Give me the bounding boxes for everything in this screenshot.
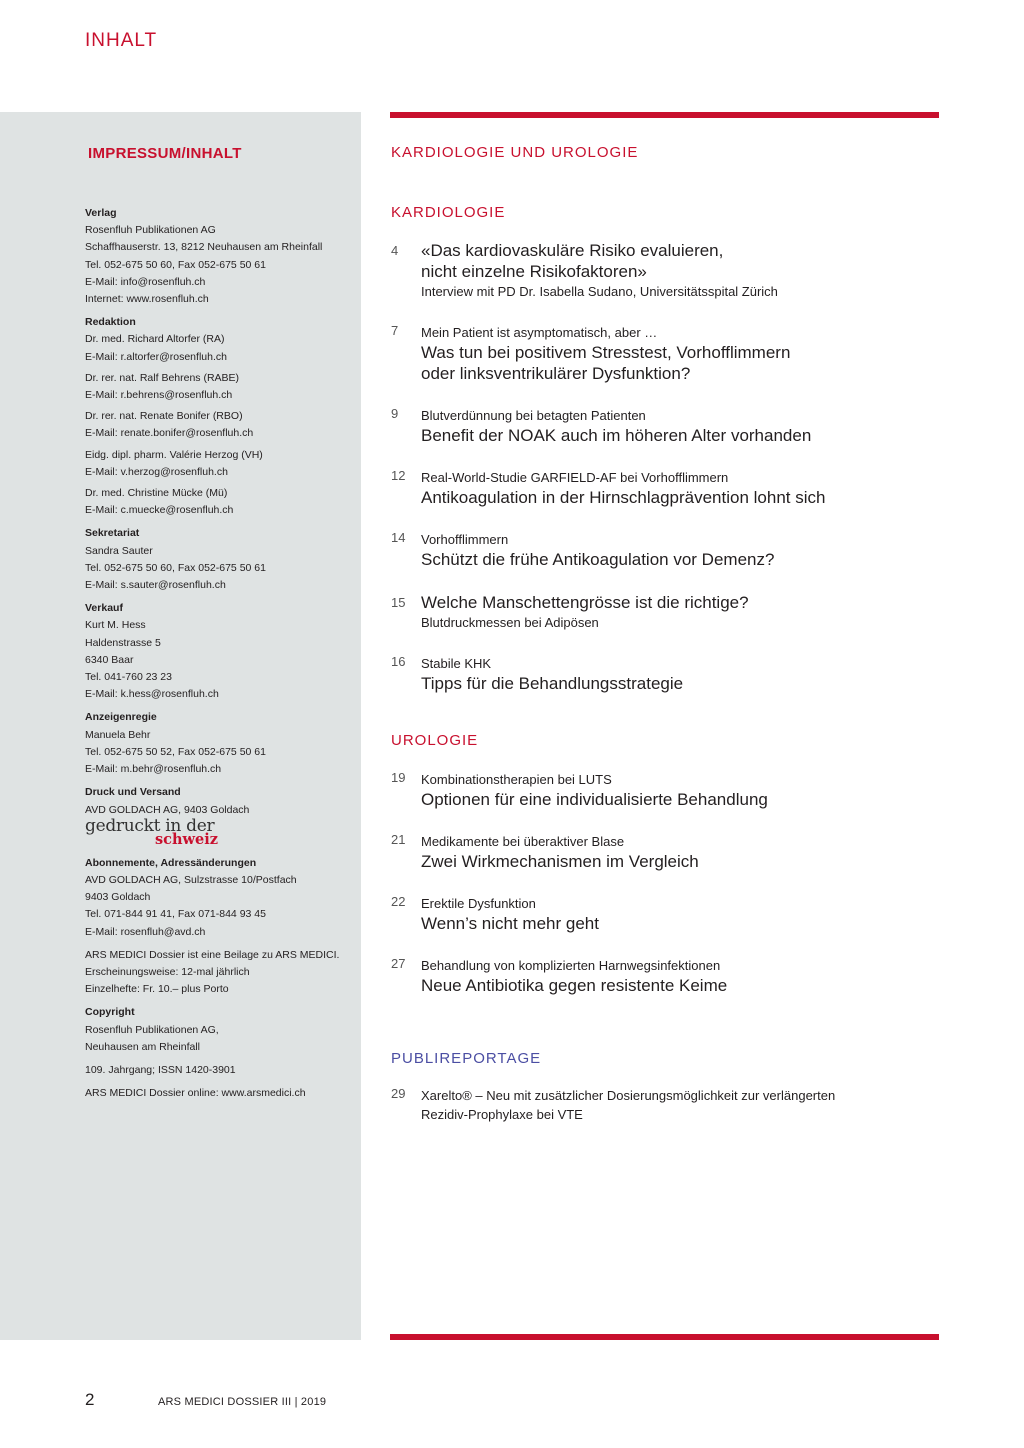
toc-page-number: 19 (391, 770, 406, 785)
imprint-line: E-Mail: info@rosenfluh.ch (85, 275, 206, 288)
imprint-line: Rosenfluh Publikationen AG, (85, 1023, 219, 1036)
toc-entry (391, 956, 939, 996)
imprint-line: Schaffhauserstr. 13, 8212 Neuhausen am Rheinfall (85, 241, 323, 254)
toc-entry-line: Wenn’s nicht mehr geht (421, 914, 599, 933)
imprint-line: Neuhausen am Rheinfall (85, 1040, 200, 1053)
imprint-line: Haldenstrasse 5 (85, 636, 161, 649)
toc-page-number: 16 (391, 654, 406, 669)
toc-sections (391, 202, 939, 1124)
toc-page-number: 12 (391, 468, 406, 483)
toc-page-number: 9 (391, 406, 399, 421)
imprint-line: 6340 Baar (85, 653, 134, 666)
page-header-title: INHALT (85, 30, 158, 51)
toc-entry (391, 530, 939, 570)
imprint-line: ARS MEDICI Dossier online: www.arsmedici.ch (85, 1087, 306, 1100)
toc-page-number: 14 (391, 530, 406, 545)
imprint-line: Erscheinungsweise: 12-mal jährlich (85, 965, 250, 978)
imprint-heading: Abonnemente, Adressänderungen (85, 856, 257, 869)
imprint-heading: Sekretariat (85, 527, 140, 540)
imprint-line: Dr. med. Richard Altorfer (RA) (85, 333, 225, 346)
imprint-line: E-Mail: renate.bonifer@rosenfluh.ch (85, 427, 254, 440)
imprint-title: IMPRESSUM/INHALT (88, 145, 242, 162)
toc-entry-line: oder linksventrikulärer Dysfunktion? (421, 364, 691, 383)
imprint-line: Dr. rer. nat. Renate Bonifer (RBO) (85, 410, 243, 423)
imprint-heading: Anzeigenregie (85, 711, 157, 724)
imprint-heading: Verlag (85, 207, 117, 219)
imprint-line: E-Mail: c.muecke@rosenfluh.ch (85, 504, 234, 517)
toc-entry-line: Welche Manschettengrösse ist die richtige? (421, 593, 749, 612)
toc-entry (391, 654, 939, 694)
toc-page-number: 4 (391, 243, 399, 258)
imprint-line: Internet: www.rosenfluh.ch (85, 293, 209, 306)
imprint-heading: Verkauf (85, 602, 123, 615)
toc-page-number: 15 (391, 595, 406, 610)
imprint-line: AVD GOLDACH AG, Sulzstrasse 10/Postfach (85, 873, 297, 886)
imprint-section-sekretariat (85, 525, 355, 594)
toc-entry-line: Optionen für eine individualisierte Behandlung (421, 790, 768, 809)
toc-entry-line: Tipps für die Behandlungsstrategie (421, 674, 684, 693)
imprint-line: E-Mail: v.herzog@rosenfluh.ch (85, 465, 228, 478)
imprint-section-anzeigen (85, 709, 355, 778)
toc-entry (391, 240, 939, 301)
imprint-line: Dr. rer. nat. Ralf Behrens (RABE) (85, 371, 240, 384)
imprint-line: Eidg. dipl. pharm. Valérie Herzog (VH) (85, 448, 263, 461)
imprint-line: E-Mail: r.behrens@rosenfluh.ch (85, 389, 233, 402)
toc-page-number: 21 (391, 832, 406, 847)
toc-entry-line: Behandlung von komplizierten Harnwegsinfektionen (421, 958, 721, 973)
toc-section-title: KARDIOLOGIE (391, 204, 506, 221)
imprint-body (85, 205, 355, 1108)
imprint-line: E-Mail: r.altorfer@rosenfluh.ch (85, 350, 227, 363)
imprint-line: E-Mail: s.sauter@rosenfluh.ch (85, 579, 226, 592)
toc-entry (391, 770, 939, 810)
imprint-online (85, 1085, 355, 1102)
footer-magazine: ARS MEDICI DOSSIER III | 2019 (158, 1396, 327, 1408)
toc-page-number: 7 (391, 323, 399, 338)
logo-line-1: gedruckt in der (85, 815, 215, 836)
imprint-section-verkauf (85, 600, 355, 703)
imprint-section-copyright (85, 1004, 355, 1056)
toc-entry-line: Medikamente bei überaktiver Blase (421, 834, 625, 849)
toc-entry-line: Xarelto® – Neu mit zusätzlicher Dosierungsmöglichkeit zur verlängerten (421, 1088, 836, 1103)
toc-entry-line: Neue Antibiotika gegen resistente Keime (421, 976, 728, 995)
toc-section-urologie (391, 730, 939, 996)
imprint-section-redaktion (85, 314, 355, 519)
toc-section-title: PUBLIREPORTAGE (391, 1050, 542, 1067)
toc-page-number: 22 (391, 894, 406, 909)
toc-entry-line: Antikoagulation in der Hirnschlagprävention lohnt sich (421, 488, 826, 507)
toc-page-number: 27 (391, 956, 406, 971)
toc-entry-line: Schützt die frühe Antikoagulation vor Demenz? (421, 550, 775, 569)
toc-entry-line: Real-World-Studie GARFIELD-AF bei Vorhofflimmern (421, 470, 729, 485)
toc-entry (391, 406, 939, 446)
top-red-rule (390, 112, 939, 118)
imprint-line: Tel. 052-675 50 60, Fax 052-675 50 61 (85, 561, 266, 574)
toc-entry-line: nicht einzelne Risikofaktoren» (421, 262, 647, 281)
imprint-line: Einzelhefte: Fr. 10.– plus Porto (85, 983, 229, 996)
table-of-contents (391, 142, 939, 1124)
toc-section-title: UROLOGIE (391, 732, 479, 749)
imprint-line: Kurt M. Hess (85, 619, 146, 632)
imprint-line: Rosenfluh Publikationen AG (85, 224, 216, 237)
imprint-line: 109. Jahrgang; ISSN 1420-3901 (85, 1063, 236, 1076)
toc-entry-line: Blutdruckmessen bei Adipösen (421, 615, 599, 630)
logo-line-2: schweiz (155, 830, 218, 848)
toc-entry-line: Rezidiv-Prophylaxe bei VTE (421, 1107, 583, 1122)
imprint-section-verlag (85, 205, 355, 308)
bottom-red-rule (390, 1334, 939, 1340)
imprint-line: Dr. med. Christine Mücke (Mü) (85, 487, 228, 500)
printed-in-switzerland-logo (85, 815, 355, 848)
imprint-line: E-Mail: rosenfluh@avd.ch (85, 925, 206, 938)
toc-entry (391, 323, 939, 384)
toc-entry (391, 1086, 939, 1124)
toc-entry-line: Erektile Dysfunktion (421, 896, 536, 911)
imprint-line: Tel. 052-675 50 60, Fax 052-675 50 61 (85, 258, 266, 271)
toc-entry-line: Zwei Wirkmechanismen im Vergleich (421, 852, 699, 871)
imprint-line: Tel. 071-844 91 41, Fax 071-844 93 45 (85, 908, 266, 921)
toc-section-publireportage (391, 1048, 939, 1124)
toc-section-kardiologie (391, 202, 939, 694)
imprint-line: E-Mail: m.behr@rosenfluh.ch (85, 763, 222, 776)
toc-entry (391, 894, 939, 934)
toc-entry-line: Benefit der NOAK auch im höheren Alter vorhanden (421, 426, 812, 445)
toc-entry-line: Kombinationstherapien bei LUTS (421, 772, 612, 787)
toc-entry-line: Vorhofflimmern (421, 532, 509, 547)
imprint-line: AVD GOLDACH AG, 9403 Goldach (85, 803, 250, 816)
toc-entry-line: Stabile KHK (421, 656, 492, 671)
toc-entry-line: Was tun bei positivem Stresstest, Vorhofflimmern (421, 343, 791, 362)
imprint-heading: Druck und Versand (85, 786, 181, 799)
imprint-line: Sandra Sauter (85, 544, 153, 557)
imprint-jahrgang (85, 1062, 355, 1079)
imprint-section-abo (85, 855, 355, 941)
toc-entry (391, 592, 939, 632)
toc-page-number: 29 (391, 1086, 406, 1101)
toc-entry-line: Mein Patient ist asymptomatisch, aber … (421, 325, 658, 340)
imprint-section-druck (85, 784, 355, 846)
imprint-section-info (85, 947, 355, 999)
imprint-line: Manuela Behr (85, 728, 151, 741)
footer-page-number: 2 (85, 1390, 95, 1409)
imprint-line: 9403 Goldach (85, 891, 151, 904)
toc-entry-line: «Das kardiovaskuläre Risiko evaluieren, (421, 241, 724, 260)
imprint-line: E-Mail: k.hess@rosenfluh.ch (85, 688, 219, 701)
imprint-heading: Copyright (85, 1006, 135, 1019)
toc-entry-line: Interview mit PD Dr. Isabella Sudano, Universitätsspital Zürich (421, 284, 778, 299)
toc-main-title: KARDIOLOGIE UND UROLOGIE (391, 144, 639, 161)
imprint-line: ARS MEDICI Dossier ist eine Beilage zu ARS MEDICI. (85, 948, 340, 961)
toc-entry (391, 468, 939, 508)
imprint-line: Tel. 041-760 23 23 (85, 671, 172, 684)
imprint-heading: Redaktion (85, 316, 136, 329)
imprint-line: Tel. 052-675 50 52, Fax 052-675 50 61 (85, 745, 266, 758)
toc-entry (391, 832, 939, 872)
toc-entry-line: Blutverdünnung bei betagten Patienten (421, 408, 646, 423)
